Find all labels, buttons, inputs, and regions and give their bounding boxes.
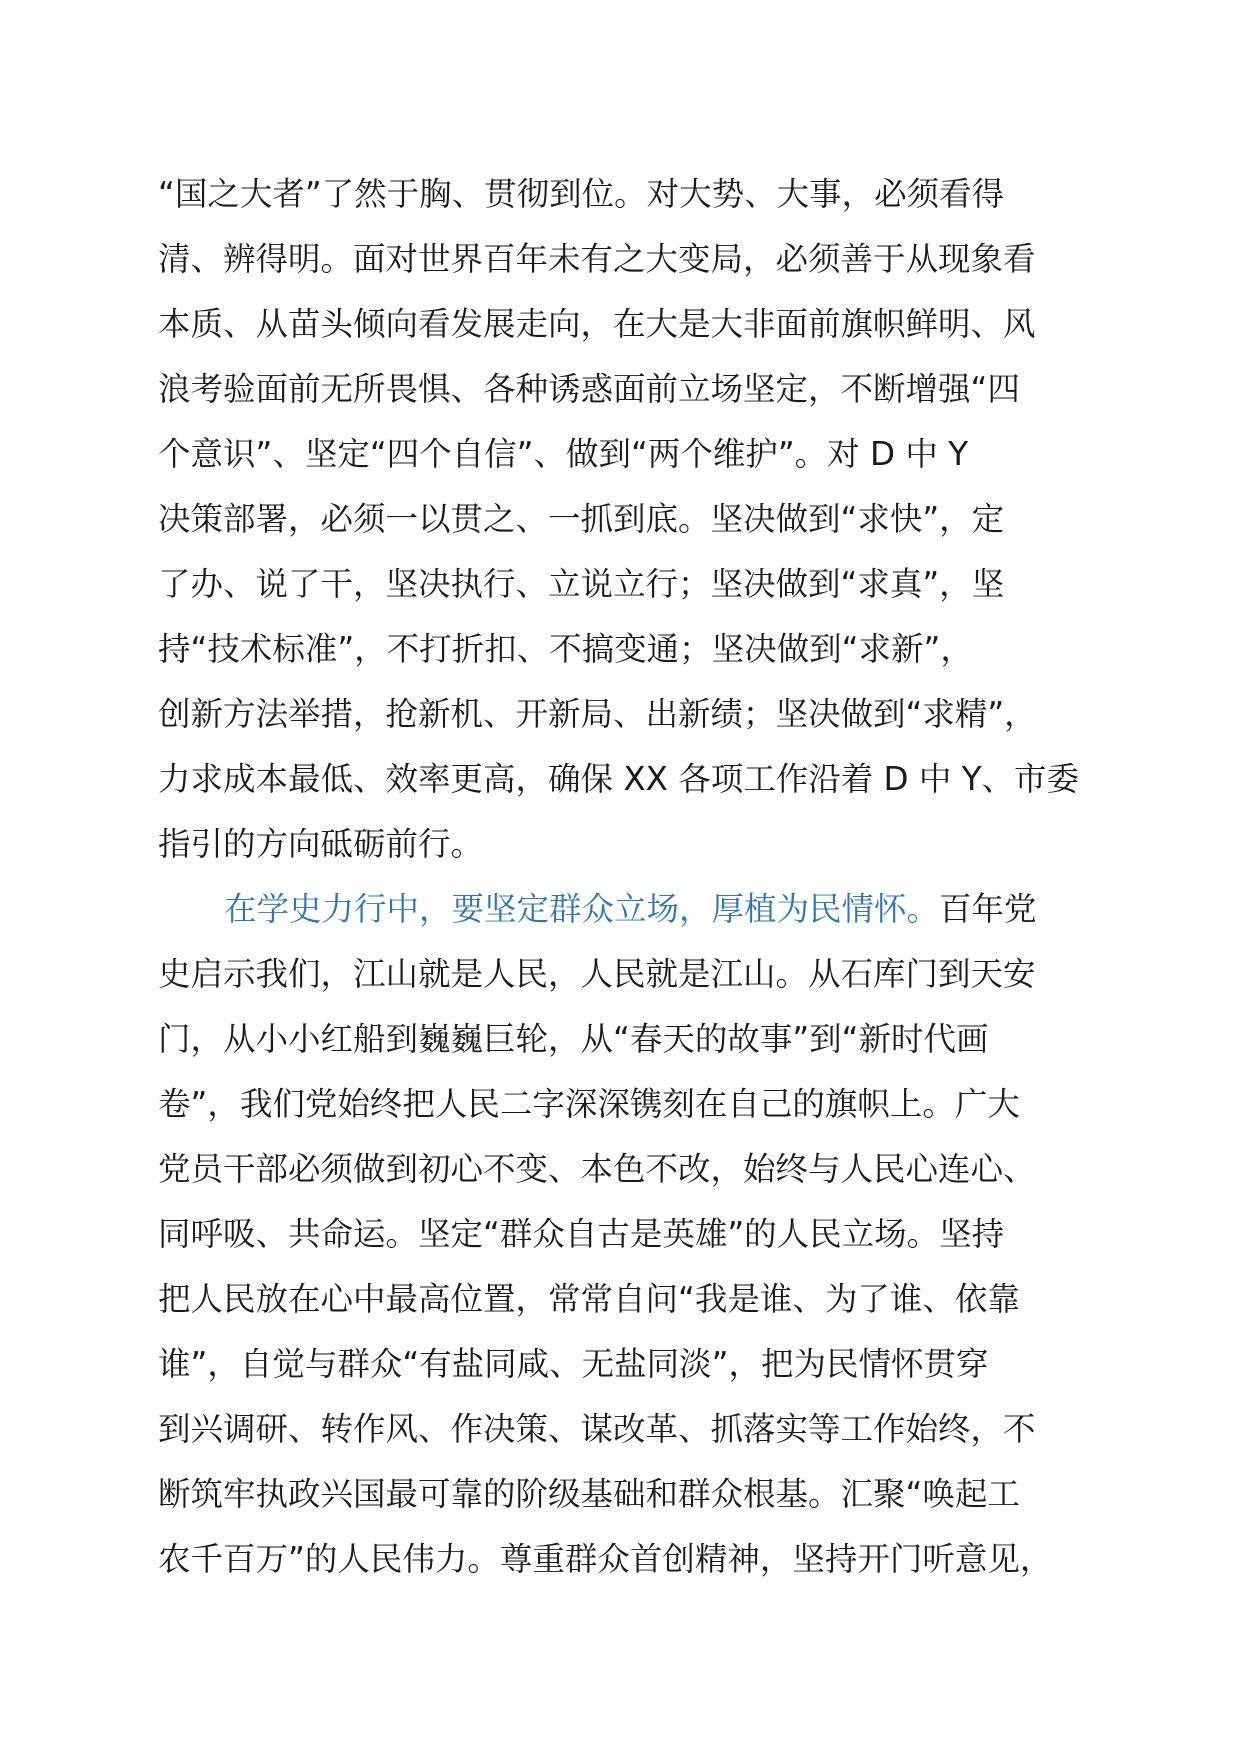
paragraph-line: 创新方法举措，抢新机、开新局、出新绩；坚决做到“求精”， bbox=[158, 695, 1037, 733]
document-body bbox=[158, 162, 1118, 1592]
paragraph-line: 谁”，自觉与群众“有盐同咸、无盐同淡”，把为民情怀贯穿 bbox=[158, 1345, 989, 1383]
paragraph-line: 本质、从苗头倾向看发展走向，在大是大非面前旗帜鲜明、风 bbox=[158, 305, 1036, 343]
paragraph-1 bbox=[158, 162, 1118, 877]
paragraph-line: 卷”，我们党始终把人民二字深深镌刻在自己的旗帜上。广大 bbox=[158, 1085, 1020, 1123]
paragraph-line: 到兴调研、转作风、作决策、谋改革、抓落实等工作始终，不 bbox=[158, 1410, 1036, 1448]
paragraph-line: 了办、说了干，坚决执行、立说立行；坚决做到“求真”，坚 bbox=[158, 565, 1005, 603]
section-heading: 在学史力行中，要坚定群众立场，厚植为民情怀。 bbox=[224, 890, 940, 928]
paragraph-line: 持“技术标准”，不打折扣、不搞变通；坚决做到“求新”， bbox=[158, 630, 973, 668]
paragraph-line: “国之大者”了然于胸、贯彻到位。对大势、大事，必须看得 bbox=[158, 175, 1005, 213]
paragraph-line: 史启示我们，江山就是人民，人民就是江山。从石库门到天安 bbox=[158, 955, 1036, 993]
paragraph-line: 门，从小小红船到巍巍巨轮，从“春天的故事”到“新时代画 bbox=[158, 1020, 989, 1058]
first-line-rest: 百年党 bbox=[939, 890, 1037, 928]
paragraph-2 bbox=[158, 877, 1118, 1592]
paragraph-line: 指引的方向砥砺前行。 bbox=[158, 825, 484, 863]
paragraph-line: 党员干部必须做到初心不变、本色不改，始终与人民心连心、 bbox=[158, 1150, 1036, 1188]
paragraph-line: 力求成本最低、效率更高，确保 XX 各项工作沿着 D 中 Y、市委 bbox=[158, 760, 1080, 798]
paragraph-line: 断筑牢执政兴国最可靠的阶级基础和群众根基。汇聚“唤起工 bbox=[158, 1475, 1020, 1513]
paragraph-line: 决策部署，必须一以贯之、一抓到底。坚决做到“求快”，定 bbox=[158, 500, 1005, 538]
paragraph-line: 浪考验面前无所畏惧、各种诱惑面前立场坚定，不断增强“四 bbox=[158, 370, 1020, 408]
paragraph-line: 把人民放在心中最高位置，常常自问“我是谁、为了谁、依靠 bbox=[158, 1280, 1020, 1318]
paragraph-line: 同呼吸、共命运。坚定“群众自古是英雄”的人民立场。坚持 bbox=[158, 1215, 1005, 1253]
paragraph-line: 清、辨得明。面对世界百年未有之大变局，必须善于从现象看 bbox=[158, 240, 1036, 278]
paragraph-first-line bbox=[158, 877, 1118, 942]
paragraph-line: 农千百万”的人民伟力。尊重群众首创精神，坚持开门听意见， bbox=[158, 1540, 1053, 1578]
paragraph-line: 个意识”、坚定“四个自信”、做到“两个维护”。对 D 中 Y bbox=[158, 435, 969, 473]
